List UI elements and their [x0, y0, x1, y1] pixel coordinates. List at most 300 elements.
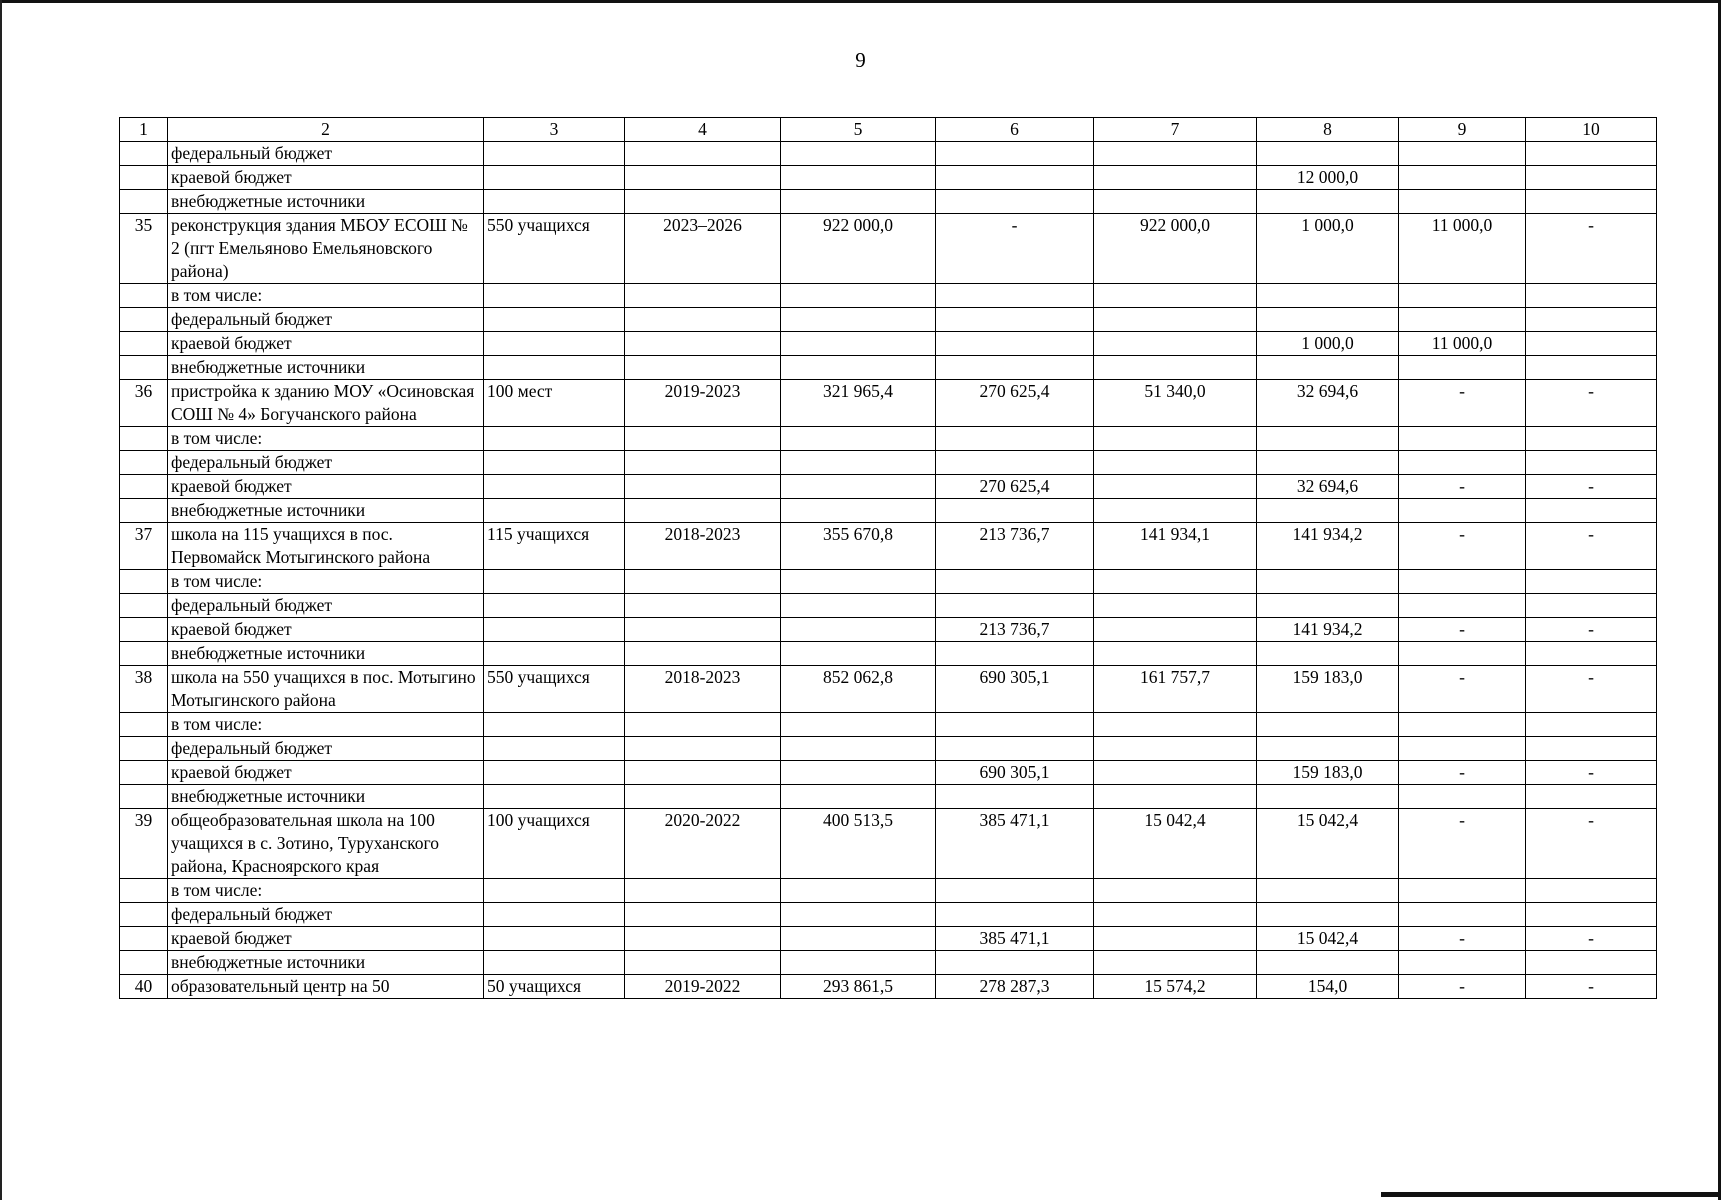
cell-period: 2018-2023: [625, 666, 781, 713]
cell-year-2024: -: [1526, 214, 1657, 284]
table-header-row: [120, 118, 1657, 142]
cell-total-cost: [781, 618, 936, 642]
cell-year-2022: 159 183,0: [1257, 666, 1399, 713]
table-row: [120, 308, 1657, 332]
cell-total-cost: 852 062,8: [781, 666, 936, 713]
cell-row-number: 38: [120, 666, 168, 713]
cell-row-number: 39: [120, 809, 168, 879]
table-row: [120, 737, 1657, 761]
cell-year-2023: -: [1399, 927, 1526, 951]
table-row: [120, 951, 1657, 975]
cell-capacity: [484, 927, 625, 951]
cell-spent-before: [936, 570, 1094, 594]
cell-remaining-cost: [1094, 903, 1257, 927]
column-header: 10: [1526, 118, 1657, 142]
cell-period: 2019-2023: [625, 380, 781, 427]
cell-row-number: 35: [120, 214, 168, 284]
table-row: [120, 927, 1657, 951]
cell-year-2024: [1526, 284, 1657, 308]
cell-spent-before: [936, 903, 1094, 927]
cell-item-name: краевой бюджет: [168, 927, 484, 951]
cell-capacity: [484, 308, 625, 332]
cell-row-number: 40: [120, 975, 168, 999]
cell-remaining-cost: [1094, 451, 1257, 475]
table-row: [120, 356, 1657, 380]
cell-capacity: [484, 642, 625, 666]
cell-period: [625, 451, 781, 475]
cell-row-number: [120, 308, 168, 332]
cell-year-2024: -: [1526, 666, 1657, 713]
cell-year-2022: 32 694,6: [1257, 475, 1399, 499]
cell-year-2023: [1399, 166, 1526, 190]
cell-item-name: внебюджетные источники: [168, 499, 484, 523]
table-row: [120, 879, 1657, 903]
cell-period: [625, 142, 781, 166]
cell-period: [625, 475, 781, 499]
cell-year-2022: 141 934,2: [1257, 618, 1399, 642]
cell-total-cost: [781, 642, 936, 666]
cell-remaining-cost: [1094, 142, 1257, 166]
cell-spent-before: 278 287,3: [936, 975, 1094, 999]
scan-mark: [1381, 1192, 1721, 1197]
cell-year-2022: [1257, 427, 1399, 451]
table-row: [120, 190, 1657, 214]
cell-capacity: [484, 284, 625, 308]
cell-year-2023: [1399, 499, 1526, 523]
cell-year-2024: -: [1526, 475, 1657, 499]
column-header: 2: [168, 118, 484, 142]
cell-item-name: реконструкция здания МБОУ ЕСОШ № 2 (пгт Емельяново Емельяновского района): [168, 214, 484, 284]
cell-year-2024: [1526, 427, 1657, 451]
cell-total-cost: [781, 594, 936, 618]
cell-item-name: внебюджетные источники: [168, 642, 484, 666]
cell-row-number: [120, 618, 168, 642]
cell-total-cost: [781, 166, 936, 190]
cell-spent-before: [936, 951, 1094, 975]
cell-item-name: школа на 550 учащихся в пос. Мотыгино Мотыгинского района: [168, 666, 484, 713]
cell-year-2023: [1399, 737, 1526, 761]
table-body: [120, 118, 1657, 999]
cell-year-2024: [1526, 190, 1657, 214]
cell-capacity: [484, 713, 625, 737]
table-row: [120, 713, 1657, 737]
column-header: 5: [781, 118, 936, 142]
table-row: [120, 142, 1657, 166]
cell-capacity: [484, 618, 625, 642]
cell-remaining-cost: [1094, 761, 1257, 785]
cell-total-cost: 922 000,0: [781, 214, 936, 284]
cell-total-cost: [781, 570, 936, 594]
cell-capacity: [484, 951, 625, 975]
cell-row-number: [120, 332, 168, 356]
cell-item-name: в том числе:: [168, 879, 484, 903]
column-header: 4: [625, 118, 781, 142]
cell-row-number: [120, 713, 168, 737]
cell-item-name: внебюджетные источники: [168, 785, 484, 809]
cell-remaining-cost: 15 574,2: [1094, 975, 1257, 999]
cell-item-name: федеральный бюджет: [168, 142, 484, 166]
cell-year-2023: [1399, 142, 1526, 166]
cell-total-cost: [781, 427, 936, 451]
cell-total-cost: [781, 356, 936, 380]
cell-year-2024: [1526, 713, 1657, 737]
column-header: 9: [1399, 118, 1526, 142]
table-row: [120, 594, 1657, 618]
cell-spent-before: [936, 166, 1094, 190]
cell-year-2023: [1399, 356, 1526, 380]
cell-spent-before: [936, 308, 1094, 332]
cell-period: 2023–2026: [625, 214, 781, 284]
cell-item-name: в том числе:: [168, 570, 484, 594]
cell-item-name: внебюджетные источники: [168, 951, 484, 975]
cell-period: [625, 642, 781, 666]
cell-total-cost: [781, 308, 936, 332]
cell-year-2023: [1399, 308, 1526, 332]
cell-period: [625, 737, 781, 761]
cell-capacity: 115 учащихся: [484, 523, 625, 570]
cell-capacity: [484, 142, 625, 166]
cell-row-number: [120, 475, 168, 499]
cell-spent-before: [936, 713, 1094, 737]
cell-row-number: [120, 951, 168, 975]
cell-year-2022: 1 000,0: [1257, 214, 1399, 284]
cell-year-2022: [1257, 594, 1399, 618]
cell-period: [625, 356, 781, 380]
cell-remaining-cost: [1094, 284, 1257, 308]
cell-year-2022: [1257, 951, 1399, 975]
cell-year-2024: -: [1526, 761, 1657, 785]
cell-row-number: [120, 166, 168, 190]
cell-total-cost: [781, 903, 936, 927]
cell-remaining-cost: [1094, 951, 1257, 975]
page-edge-top: [0, 0, 1721, 3]
cell-year-2022: [1257, 356, 1399, 380]
cell-row-number: [120, 761, 168, 785]
cell-total-cost: [781, 190, 936, 214]
cell-remaining-cost: [1094, 713, 1257, 737]
cell-total-cost: [781, 142, 936, 166]
cell-total-cost: [781, 951, 936, 975]
table-row: [120, 975, 1657, 999]
cell-year-2023: 11 000,0: [1399, 214, 1526, 284]
cell-year-2023: [1399, 284, 1526, 308]
cell-total-cost: 400 513,5: [781, 809, 936, 879]
cell-remaining-cost: [1094, 737, 1257, 761]
cell-year-2024: [1526, 142, 1657, 166]
cell-year-2024: [1526, 166, 1657, 190]
column-header: 6: [936, 118, 1094, 142]
table-row: [120, 499, 1657, 523]
cell-remaining-cost: [1094, 332, 1257, 356]
cell-year-2022: [1257, 903, 1399, 927]
cell-item-name: федеральный бюджет: [168, 451, 484, 475]
cell-period: 2019-2022: [625, 975, 781, 999]
cell-total-cost: 355 670,8: [781, 523, 936, 570]
cell-row-number: 37: [120, 523, 168, 570]
cell-period: 2020-2022: [625, 809, 781, 879]
cell-row-number: [120, 284, 168, 308]
cell-period: [625, 332, 781, 356]
cell-period: [625, 427, 781, 451]
cell-item-name: внебюджетные источники: [168, 190, 484, 214]
cell-spent-before: [936, 190, 1094, 214]
cell-spent-before: [936, 142, 1094, 166]
cell-period: [625, 761, 781, 785]
cell-spent-before: [936, 879, 1094, 903]
cell-capacity: [484, 903, 625, 927]
cell-capacity: [484, 570, 625, 594]
cell-remaining-cost: [1094, 308, 1257, 332]
cell-year-2024: -: [1526, 618, 1657, 642]
cell-year-2024: [1526, 785, 1657, 809]
table-row: [120, 618, 1657, 642]
cell-total-cost: [781, 451, 936, 475]
cell-capacity: [484, 761, 625, 785]
cell-year-2022: [1257, 308, 1399, 332]
cell-year-2023: [1399, 594, 1526, 618]
cell-total-cost: [781, 737, 936, 761]
cell-year-2024: [1526, 570, 1657, 594]
cell-capacity: [484, 499, 625, 523]
cell-year-2022: [1257, 142, 1399, 166]
cell-spent-before: 270 625,4: [936, 380, 1094, 427]
cell-row-number: [120, 142, 168, 166]
cell-capacity: [484, 879, 625, 903]
cell-year-2024: [1526, 308, 1657, 332]
cell-year-2023: -: [1399, 809, 1526, 879]
cell-item-name: образовательный центр на 50: [168, 975, 484, 999]
table-row: [120, 166, 1657, 190]
cell-period: [625, 308, 781, 332]
cell-remaining-cost: [1094, 642, 1257, 666]
table-row: [120, 809, 1657, 879]
cell-remaining-cost: [1094, 475, 1257, 499]
cell-total-cost: [781, 284, 936, 308]
cell-row-number: 36: [120, 380, 168, 427]
cell-period: [625, 951, 781, 975]
cell-item-name: внебюджетные источники: [168, 356, 484, 380]
cell-spent-before: [936, 737, 1094, 761]
cell-capacity: [484, 785, 625, 809]
cell-period: [625, 713, 781, 737]
cell-year-2023: -: [1399, 475, 1526, 499]
cell-year-2022: [1257, 879, 1399, 903]
cell-row-number: [120, 356, 168, 380]
cell-spent-before: -: [936, 214, 1094, 284]
cell-year-2024: [1526, 499, 1657, 523]
cell-spent-before: [936, 451, 1094, 475]
cell-capacity: [484, 166, 625, 190]
cell-period: [625, 618, 781, 642]
cell-row-number: [120, 594, 168, 618]
cell-year-2023: -: [1399, 380, 1526, 427]
cell-year-2022: 159 183,0: [1257, 761, 1399, 785]
cell-remaining-cost: [1094, 356, 1257, 380]
cell-year-2023: [1399, 427, 1526, 451]
cell-year-2024: -: [1526, 523, 1657, 570]
cell-year-2022: 141 934,2: [1257, 523, 1399, 570]
cell-capacity: 50 учащихся: [484, 975, 625, 999]
cell-year-2024: [1526, 594, 1657, 618]
cell-year-2022: 12 000,0: [1257, 166, 1399, 190]
cell-capacity: 100 учащихся: [484, 809, 625, 879]
cell-remaining-cost: [1094, 166, 1257, 190]
table-row: [120, 761, 1657, 785]
cell-year-2024: [1526, 332, 1657, 356]
cell-total-cost: [781, 927, 936, 951]
cell-year-2023: [1399, 451, 1526, 475]
table-row: [120, 785, 1657, 809]
cell-spent-before: [936, 332, 1094, 356]
cell-remaining-cost: 141 934,1: [1094, 523, 1257, 570]
cell-period: [625, 166, 781, 190]
cell-year-2024: -: [1526, 975, 1657, 999]
cell-period: [625, 499, 781, 523]
table-row: [120, 284, 1657, 308]
cell-year-2022: [1257, 190, 1399, 214]
cell-year-2022: [1257, 737, 1399, 761]
cell-period: [625, 190, 781, 214]
table-row: [120, 903, 1657, 927]
cell-row-number: [120, 570, 168, 594]
cell-spent-before: [936, 785, 1094, 809]
cell-item-name: краевой бюджет: [168, 475, 484, 499]
table-row: [120, 451, 1657, 475]
cell-capacity: [484, 190, 625, 214]
cell-item-name: краевой бюджет: [168, 761, 484, 785]
cell-remaining-cost: [1094, 570, 1257, 594]
cell-remaining-cost: 51 340,0: [1094, 380, 1257, 427]
table-row: [120, 427, 1657, 451]
cell-total-cost: [781, 785, 936, 809]
cell-year-2022: 154,0: [1257, 975, 1399, 999]
cell-period: [625, 927, 781, 951]
cell-spent-before: [936, 284, 1094, 308]
cell-year-2022: [1257, 642, 1399, 666]
cell-total-cost: 293 861,5: [781, 975, 936, 999]
cell-item-name: общеобразовательная школа на 100 учащихся в с. Зотино, Туруханского района, Красноярского края: [168, 809, 484, 879]
cell-period: [625, 879, 781, 903]
cell-spent-before: 690 305,1: [936, 761, 1094, 785]
cell-spent-before: 690 305,1: [936, 666, 1094, 713]
cell-capacity: [484, 451, 625, 475]
cell-remaining-cost: [1094, 927, 1257, 951]
cell-capacity: 100 мест: [484, 380, 625, 427]
page-edge-left: [0, 0, 2, 1200]
cell-item-name: федеральный бюджет: [168, 903, 484, 927]
cell-year-2023: [1399, 642, 1526, 666]
cell-remaining-cost: [1094, 879, 1257, 903]
cell-capacity: [484, 332, 625, 356]
cell-year-2022: 32 694,6: [1257, 380, 1399, 427]
cell-row-number: [120, 737, 168, 761]
cell-period: [625, 594, 781, 618]
page-number: 9: [855, 48, 866, 72]
cell-year-2022: 15 042,4: [1257, 927, 1399, 951]
cell-spent-before: [936, 594, 1094, 618]
cell-year-2022: 15 042,4: [1257, 809, 1399, 879]
column-header: 3: [484, 118, 625, 142]
cell-year-2022: [1257, 451, 1399, 475]
cell-capacity: [484, 356, 625, 380]
cell-spent-before: 213 736,7: [936, 618, 1094, 642]
cell-year-2023: [1399, 713, 1526, 737]
cell-total-cost: [781, 713, 936, 737]
column-header: 7: [1094, 118, 1257, 142]
cell-year-2022: [1257, 570, 1399, 594]
cell-year-2024: -: [1526, 809, 1657, 879]
cell-year-2022: 1 000,0: [1257, 332, 1399, 356]
cell-year-2024: [1526, 451, 1657, 475]
cell-year-2023: -: [1399, 666, 1526, 713]
cell-remaining-cost: [1094, 618, 1257, 642]
cell-remaining-cost: [1094, 785, 1257, 809]
cell-row-number: [120, 879, 168, 903]
column-header: 8: [1257, 118, 1399, 142]
cell-row-number: [120, 451, 168, 475]
cell-year-2023: [1399, 951, 1526, 975]
cell-row-number: [120, 903, 168, 927]
cell-total-cost: [781, 879, 936, 903]
cell-period: 2018-2023: [625, 523, 781, 570]
cell-year-2024: -: [1526, 380, 1657, 427]
cell-row-number: [120, 427, 168, 451]
cell-remaining-cost: [1094, 427, 1257, 451]
cell-total-cost: [781, 475, 936, 499]
table-row: [120, 332, 1657, 356]
cell-remaining-cost: [1094, 499, 1257, 523]
cell-total-cost: [781, 332, 936, 356]
cell-year-2024: [1526, 356, 1657, 380]
cell-year-2023: [1399, 190, 1526, 214]
cell-item-name: краевой бюджет: [168, 332, 484, 356]
cell-year-2023: [1399, 785, 1526, 809]
cell-spent-before: [936, 499, 1094, 523]
cell-spent-before: 385 471,1: [936, 809, 1094, 879]
cell-year-2024: -: [1526, 927, 1657, 951]
cell-year-2022: [1257, 785, 1399, 809]
table-row: [120, 523, 1657, 570]
cell-total-cost: [781, 499, 936, 523]
cell-year-2024: [1526, 879, 1657, 903]
cell-item-name: в том числе:: [168, 427, 484, 451]
cell-remaining-cost: 922 000,0: [1094, 214, 1257, 284]
cell-capacity: [484, 427, 625, 451]
cell-remaining-cost: [1094, 190, 1257, 214]
cell-item-name: в том числе:: [168, 713, 484, 737]
cell-spent-before: [936, 427, 1094, 451]
cell-item-name: федеральный бюджет: [168, 737, 484, 761]
cell-period: [625, 785, 781, 809]
cell-year-2022: [1257, 284, 1399, 308]
cell-period: [625, 570, 781, 594]
cell-row-number: [120, 642, 168, 666]
cell-spent-before: 270 625,4: [936, 475, 1094, 499]
cell-remaining-cost: 161 757,7: [1094, 666, 1257, 713]
cell-year-2022: [1257, 713, 1399, 737]
cell-item-name: федеральный бюджет: [168, 308, 484, 332]
cell-spent-before: [936, 642, 1094, 666]
column-header: 1: [120, 118, 168, 142]
cell-year-2022: [1257, 499, 1399, 523]
cell-item-name: краевой бюджет: [168, 166, 484, 190]
cell-capacity: [484, 594, 625, 618]
table-row: [120, 642, 1657, 666]
cell-year-2023: -: [1399, 761, 1526, 785]
cell-period: [625, 903, 781, 927]
cell-capacity: 550 учащихся: [484, 214, 625, 284]
cell-year-2024: [1526, 642, 1657, 666]
